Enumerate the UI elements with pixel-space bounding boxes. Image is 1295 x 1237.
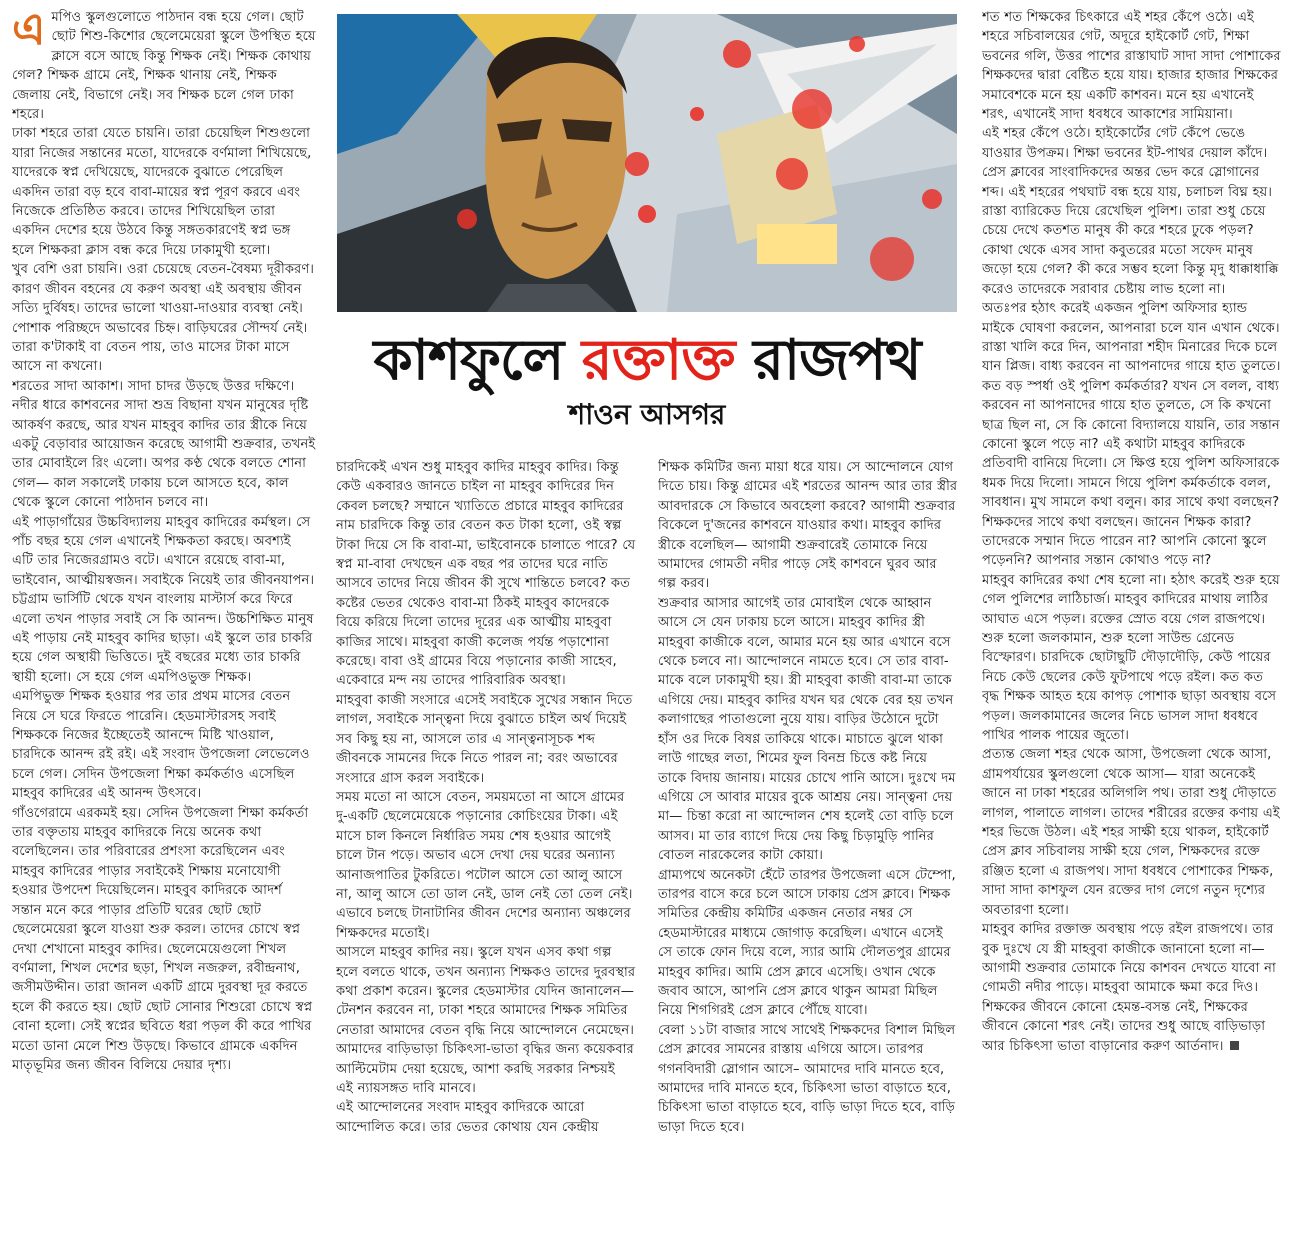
paragraph-text: মপিও স্কুলগুলোতে পাঠদান বন্ধ হয়ে গেল। ছোট ছোট শিশু-কিশোর ছেলেমেয়েরা স্কুলে উপস্থিত হয়ে ক্লাসে বসে আছে কিন্তু শিক্ষক নেই। শিক্ষক কোথায় গেল? শিক্ষক গ্রামে নেই, শিক্ষক থানায় নেই, শিক্ষক জেলায় নেই, বিভাগে নেই। সব শিক্ষক চলে গেল ঢাকা শহরে।	[12, 10, 316, 123]
paragraph: শত শত শিক্ষকের চিৎকারে এই শহর কেঁপে ওঠে। এই শহরে সচিবালয়ের গেট, অদূরে হাইকোর্ট গেট, শিক্ষা ভবনের গলি, উত্তর পাশের রাস্তাঘাট সাদা সাদা পোশাকের শিক্ষকদের দ্বারা বেষ্টিত হয়ে যায়। হাজার হাজার শিক্ষকের সমাবেশকে মনে হয় একটি কাশবন। মনে হয় এখানেই শরৎ, এখানেই সাদা ধবধবে আকাশের সামিয়ানা।	[982, 10, 1281, 123]
article-illustration	[337, 14, 957, 312]
headline-word-accent: রক্তাক্ত	[581, 328, 735, 393]
article-column-1	[12, 8, 316, 1230]
paragraph: মাহবুব কাদিরের কথা শেষ হলো না। হঠাৎ করেই শুরু হয়ে গেল পুলিশের লাঠিচার্জ। মাহবুব কাদিরের মাথায় লাঠির আঘাত এসে পড়ল। রক্তের স্রোত বয়ে গেল রাজপথে। শুরু হলো জলকামান, শুরু হলো সাউন্ড গ্রেনেড বিস্ফোরণ। চারদিকে ছোটাছুটি দৌড়াদৌড়ি, কেউ পায়ের নিচে কেউ ছেলের কেউ ফুটপাথে পড়ে রইল। কত কত বৃদ্ধ শিক্ষক আহত হয়ে কাপড় পোশাক ছাড়া অবস্থায় বসে পড়ল। জলকামানের জলের নিচে ভাসল সাদা ধবধবে পাখির পালক পায়ের জুতো।	[982, 572, 1280, 744]
paragraph: প্রত্যন্ত জেলা শহর থেকে আসা, উপজেলা থেকে আসা, গ্রামপর্যায়ের স্কুলগুলো থেকে আসা— যারা অনেকেই জানে না ঢাকা শহরের অলিগলি পথ। তারা শুধু দৌড়াতে লাগল, পালাতে লাগল। তাদের শরীরের রক্তের কণায় এই শহর ভিজে উঠল। এই শহর সাক্ষী হয়ে থাকল, হাইকোর্ট প্রেস ক্লাব সচিবালয় সাক্ষী হয়ে গেল, শিক্ষকদের রক্তে রঞ্জিত হলো এ রাজপথ। সাদা ধবধবে পোশাকের শিক্ষক, সাদা সাদা কাশফুল যেন রক্তের দাগ লেগে নতুন দৃশ্যের অবতারণা হলো।	[982, 747, 1280, 918]
paragraph: মাহবুবা কাজী সংসারে এসেই সবাইকে সুখের সন্ধান দিতে লাগল, সবাইকে সান্ত্বনা দিয়ে বুঝাতে চাইল অর্থ দিয়েই সব কিছু হয় না, আসলে তার এ সান্ত্বনাসূচক শব্দ জীবনকে সামনের দিকে নিতে পারল না; বরং অভাবের সংসারে গ্রাস করল সবাইকে।	[336, 692, 633, 786]
article-column-2	[336, 458, 636, 1228]
paragraph: খুব বেশি ওরা চায়নি। ওরা চেয়েছে বেতন-বৈষম্য দূরীকরণ। কারণ জীবন বহনের যে করুণ অবস্থা এই অবস্থায় জীবন সত্যি দুর্বিষহ। তাদের ভালো খাওয়া-দাওয়ার ব্যবস্থা নেই। পোশাক পরিচ্ছদে অভাবের চিহ্ন। বাড়িঘরের সৌন্দর্য নেই। তারা ক'টাকাই বা বেতন পায়, তাও মাসের টাকা মাসে আসে না কখনো।	[12, 262, 315, 375]
illustration-man-face-icon	[337, 14, 957, 312]
paragraph: শরতের সাদা আকাশ। সাদা চাদর উড়ছে উত্তর দক্ষিণে। নদীর ধারে কাশবনের সাদা শুভ্র বিছানা যখন মানুষের দৃষ্টি আকর্ষণ করছে, আর যখন মাহবুব কাদির তার স্ত্রীকে নিয়ে একটু বেড়াবার আয়োজন করেছে আগামী শুক্রবার, তখনই তার মোবাইলে রিং এলো। অপর কণ্ঠ থেকে বলতে শোনা গেল— কাল সকালেই ঢাকায় চলে আসতে হবে, কাল থেকে স্কুলে কোনো পাঠদান চলবে না।	[12, 378, 316, 511]
paragraph: বেলা ১১টা বাজার সাথে সাথেই শিক্ষকদের বিশাল মিছিল প্রেস ক্লাবের সামনের রাস্তায় এগিয়ে আসে। তারপর গগনবিদারী স্লোগান আসে– আমাদের দাবি মানতে হবে, আমাদের দাবি মানতে হবে, চিকিৎসা ভাতা বাড়াতে হবে, চিকিৎসা ভাতা বাড়াতে হবে, বাড়ি ভাড়া দিতে হবে, বাড়ি ভাড়া দিতে হবে।	[658, 1022, 956, 1135]
paragraph: কত বড় স্পর্ধা ওই পুলিশ কর্মকর্তার? যখন সে বলল, বাধ্য করবেন না আপনাদের গায়ে হাত তুলতে, সে কি কখনো ছাত্র ছিল না, সে কি কোনো বিদ্যালয়ে যায়নি, তার সন্তান কোনো স্কুলে পড়ে না? এই কথাটা মাহবুব কাদিরকে প্রতিবাদী বানিয়ে দিলো। সে ক্ষিপ্ত হয়ে পুলিশ অফিসারকে ধমক দিয়ে দিলো। সামনে গিয়ে পুলিশ কর্মকর্তাকে বলল, সাবধান। মুখ সামলে কথা বলুন। কার সাথে কথা বলছেন? শিক্ষকদের সাথে কথা বলছেন। জানেন শিক্ষক কারা? তাদেরকে সম্মান দিতে পারেন না? আপনি কোনো স্কুলে পড়েননি? আপনার সন্তান কোথাও পড়ে না?	[982, 378, 1280, 569]
paragraph: গ্রাম্যপথে অনেকটা হেঁটে তারপর উপজেলা এসে টেম্পো, তারপর বাসে করে চলে আসে ঢাকায় প্রেস ক্লাবে। শিক্ষক সমিতির কেন্দ্রীয় কমিটির একজন নেতার নম্বর সে হেডমাস্টারের মাধ্যমে জোগাড় করেছিল। এখানে এসেই সে তাকে ফোন দিয়ে বলে, স্যার আমি দৌলতপুর গ্রামের মাহবুব কাদির। আমি প্রেস ক্লাবে এসেছি। ওখান থেকে জবাব আসে, আপনি প্রেস ক্লাবে থাকুন আমরা মিছিল নিয়ে শিগগিরই প্রেস ক্লাবে পৌঁছে যাবো।	[658, 867, 956, 1019]
paragraph: এই শহর কেঁপে ওঠে। হাইকোর্টের গেট কেঁপে ভেঙে যাওয়ার উপক্রম। শিক্ষা ভবনের ইট-পাথর দেয়াল কাঁদে। প্রেস ক্লাবের সাংবাদিকদের অন্তর ভেদ করে স্লোগানের শব্দ। এই শহরের পথঘাট বন্ধ হয়ে যায়, চলাচল বিঘ্ন হয়। রাস্তা ব্যারিকেড দিয়ে রেখেছিল পুলিশ। তারা শুধু চেয়ে চেয়ে দেখে কতশত মানুষ কী করে শহরে ঢুকে পড়ল? কোথা থেকে এসব সাদা কবুতরের মতো সফেদ মানুষ জড়ো হয়ে গেল? কী করে সম্ভব হলো কিন্তু মৃদু ধাক্কাধাক্কি করেও তাদেরকে সরাবার চেষ্টায় লাভ হলো না।	[982, 126, 1279, 297]
article-headline	[337, 330, 957, 392]
paragraph: সময় মতো না আসে বেতন, সময়মতো না আসে গ্রামের দু-একটি ছেলেমেয়েকে পড়ানোর কোচিংয়ের টাকা। এই মাসে চাল কিনলে নির্ধারিত সময় শেষ হওয়ার আগেই চালে টান পড়ে। অভাব এসে দেখা দেয় ঘরের অন্যান্য আনাজপাতির টুকরিতে। পটোল আসে তো আলু আসে না, আলু আসে তো ডাল নেই, ডাল নেই তো তেল নেই। এভাবে চলছে টানাটানির জীবন দেশের অন্যান্য অঞ্চলের শিক্ষকদের মতোই।	[336, 789, 633, 941]
paragraph	[12, 8, 316, 124]
paragraph: গাঁওগেরামে এরকমই হয়। সেদিন উপজেলা শিক্ষা কর্মকর্তা তার বক্তৃতায় মাহবুব কাদিরকে নিয়ে অনেক কথা বলেছিলেন। তার পরিবারের প্রশংসা করেছিলেন এবং মাহবুব কাদিরের পাড়ার সবাইকেই শিক্ষায় মনোযোগী হওয়ার উপদেশ দিয়েছিলেন। মাহবুব কাদিরকে আদর্শ সন্তান মনে করে পাড়ার প্রতিটি ঘরের ছোট ছোট ছেলেমেয়েরা স্কুলে যাওয়া শুরু করল। তাদের চোখে স্বপ্ন দেখা শেখানো মাহবুব কাদির। ছেলেমেয়েগুলো শিখল বর্ণমালা, শিখল দেশের ছড়া, শিখল নজরুল, রবীন্দ্রনাথ, জসীমউদ্দীন। তারা জানল একটি গ্রামে দুরবস্থা দূর করতে হলে কী করতে হয়। ছোট ছোট সোনার শিশুরো চোখে স্বপ্ন বোনা হলো। সেই স্বপ্নের ছবিতে ধরা পড়ল কী করে পাখির মতো ডানা মেলে শিশু উড়ছে। কিভাবে গ্রামকে একদিন মাতৃভূমির জন্য জীবন বিলিয়ে দেয়ার দৃশ্য।	[12, 805, 313, 1073]
author-byline: শাওন আসগর	[568, 398, 726, 431]
headline-word: রাজপথ	[753, 328, 921, 393]
paragraph: চারদিকেই এখন শুধু মাহবুব কাদির মাহবুব কাদির। কিন্তু কেউ একবারও জানতে চাইল না মাহবুব কাদিরের দিন কেবল চলছে? সম্মানে খ্যাতিতে প্রচারে মাহবুব কাদিরের নাম চারদিকে কিন্তু তার বেতন কত টাকা হলো, ওই স্বল্প টাকা দিয়ে সে কি বাবা-মা, ভাইবোনকে চালাতে পারে? যে স্বপ্ন মা-বাবা দেখছেন এক বছর পর তাদের ঘরে নাতি আসবে তাদের নিয়ে জীবন কী সুখে শান্তিতে চলবে? কত কষ্টের ভেতর থেকেও বাবা-মা ঠিকই মাহবুব কাদেরকে বিয়ে করিয়ে দিলো তাদের দূরের এক আত্মীয় মাহবুবা কাজির সাথে। মাহবুবা কাজী কলেজ পর্যন্ত পড়াশোনা করেছে। বাবা ওই গ্রামের বিয়ে পড়ানোর কাজী সাহেব, একেবারে মন্দ নয় তাদের পারিবারিক অবস্থা।	[336, 460, 636, 689]
paragraph: এই আন্দোলনের সংবাদ মাহবুব কাদিরকে আরো আন্দোলিত করে। তার ভেতর কোথায় যেন কেন্দ্রীয়	[336, 1100, 599, 1135]
end-mark-icon	[1230, 1041, 1239, 1050]
paragraph: শুক্রবার আসার আগেই তার মোবাইল থেকে আহ্বান আসে সে যেন ঢাকায় চলে আসে। মাহবুব কাদির স্ত্রী মাহবুবা কাজীকে বলে, আমার মনে হয় আর এখানে বসে থেকে চলবে না। আন্দোলনে নামতে হবে। সে তার বাবা-মাকে বলে ঢাকামুখী হয়। স্ত্রী মাহবুবা কাজী বাবা-মা তাকে এগিয়ে দেয়। মাহবুব কাদির যখন ঘর থেকে বের হয় তখন কলাগাছের পাতাগুলো নুয়ে যায়। বাড়ির উঠোনে দুটো হাঁস ওর দিকে বিষণ্ণ তাকিয়ে থাকে। মাচাতে ঝুলে থাকা লাউ গাছের লতা, শিমের ফুল বিনম্র চিত্তে কষ্ট নিয়ে তাকে বিদায় জানায়। মায়ের চোখে পানি আসে। দুঃখে দম এগিয়ে সে আবার মায়ের বুকে আশ্রয় নেয়। সান্ত্বনা দেয় মা— চিন্তা করো না আন্দোলন শেষ হলেই তো বাড়ি চলে আসব। মা তার ব্যাগে দিয়ে দেয় কিছু চিড়ামুড়ি পানির বোতল নারকেলের কাটা কোয়া।	[658, 595, 956, 864]
paragraph: আসলে মাহবুব কাদির নয়। স্কুলে যখন এসব কথা গল্প হলে বলতে থাকে, তখন অন্যান্য শিক্ষকও তাদের দুরবস্থার কথা প্রকাশ করেন। স্কুলের হেডমাস্টার যেদিন জানালেন— টেনশন করবেন না, ঢাকা শহরে আমাদের শিক্ষক সমিতির নেতারা আমাদের বেতন বৃদ্ধি নিয়ে আন্দোলনে নেমেছেন। আমাদের বাড়িভাড়া চিকিৎসা-ভাতা বৃদ্ধির জন্য কয়েকবার আল্টিমেটাম দেয়া হয়েছে, আশা করছি সরকার নিশ্চয়ই এই ন্যায়সঙ্গত দাবি মানবে।	[336, 945, 636, 1096]
article-column-4	[982, 8, 1282, 1230]
paragraph: এই পাড়াগাঁয়ের উচ্চবিদ্যালয় মাহবুব কাদিরের কর্মস্থল। সে পাঁচ বছর হয়ে গেল এখানেই শিক্ষকতা করছে। অবশ্যই এটি তার নিজেরগ্রামও বটে। এখানে রয়েছে বাবা-মা, ভাইবোন, আত্মীয়স্বজন। সবাইকে নিয়েই তার জীবনযাপন। চট্টগ্রাম ভার্সিটি থেকে যখন বাংলায় মাস্টার্স করে ফিরে এলো তখন পাড়ার সবাই সে কি আনন্দ। উচ্চশিক্ষিত মানুষ এই পাড়ায় নেই মাহবুব কাদির ছাড়া। এই স্কুলে তার চাকরি হয়ে গেল অস্থায়ী ভিত্তিতে। দুই বছরের মধ্যে তার চাকরি স্থায়ী হলো। সে হয়ে গেল এমপিওভুক্ত শিক্ষক।	[12, 514, 315, 685]
paragraph	[982, 920, 1282, 1056]
paragraph: ঢাকা শহরে তারা যেতে চায়নি। তারা চেয়েছিল শিশুগুলো যারা নিজের সন্তানের মতো, যাদেরকে বর্ণমালা শিখিয়েছে, যাদেরকে স্বপ্ন দেখিয়েছে, যাদেরকে বুঝাতে পেরেছিল একদিন তারা বড় হবে বাবা-মায়ের স্বপ্ন পূরণ করবে এবং নিজেকে প্রতিষ্ঠিত করবে। তাদের শিখিয়েছিল তারা একদিন দেশের হয়ে উঠবে কিন্তু সঙ্গতকারণেই স্বপ্ন ভঙ্গ হলে শিক্ষকরা ক্লাস বন্ধ করে দিয়ে ঢাকামুখী হলো।	[12, 126, 312, 258]
article-column-3	[658, 458, 958, 1228]
paragraph: অতঃপর হঠাৎ করেই একজন পুলিশ অফিসার হ্যান্ড মাইকে ঘোষণা করলেন, আপনারা চলে যান এখান থেকে। রাস্তা খালি করে দিন, আপনারা শহীদ মিনারের দিকে চলে যান প্লিজ। বাধ্য করবেন না আপনাদের গায়ে হাত তুলতে।	[982, 301, 1281, 375]
headline-word: কাশফুলে	[373, 328, 564, 393]
paragraph: শিক্ষক কমিটির জন্য মায়া ধরে যায়। সে আন্দোলনে যোগ দিতে চায়। কিন্তু গ্রামের এই শরতের আনন্দ আর তার স্ত্রীর আবদারকে সে কিভাবে অবহেলা করবে? আগামী শুক্রবার বিকেলে দু'জনের কাশবনে যাওয়ার কথা। মাহবুব কাদির স্ত্রীকে বলেছিল— আগামী শুক্রবারেই তোমাকে নিয়ে আমাদের গোমতী নদীর পাড়ে সেই কাশবনে ঘুরব আর গল্প করব।	[658, 460, 958, 592]
paragraph: এমপিভুক্ত শিক্ষক হওয়ার পর তার প্রথম মাসের বেতন নিয়ে সে ঘরে ফিরতে পারেনি। হেডমাস্টারসহ সবাই শিক্ষককে নিজের ইচ্ছেতেই আনন্দে মিষ্টি খাওয়াল, চারদিকে আনন্দ রই রই। এই সংবাদ উপজেলা লেভেলেও চলে গেল। সেদিন উপজেলা শিক্ষা কর্মকর্তাও এসেছিল মাহবুব কাদিরের এই আনন্দ উৎসবে।	[12, 689, 310, 802]
paragraph-text: মাহবুব কাদির রক্তাক্ত অবস্থায় পড়ে রইল রাজপথে। তার বুক দুঃখে যে স্ত্রী মাহবুবা কাজীকে জানানো হলো না— আগামী শুক্রবার তোমাকে নিয়ে কাশবন দেখতে যাবো না গোমতী নদীর পাড়ে। মাহবুবা আমাকে ক্ষমা করে দিও। শিক্ষকের জীবনে কোনো হেমন্ত-বসন্ত নেই, শিক্ষকের জীবনে কোনো শরৎ নেই। তাদের শুধু আছে বাড়িভাড়া আর চিকিৎসা ভাতা বাড়ানোর করুণ আর্তনাদ।	[982, 922, 1276, 1054]
drop-cap: এ	[12, 8, 46, 55]
